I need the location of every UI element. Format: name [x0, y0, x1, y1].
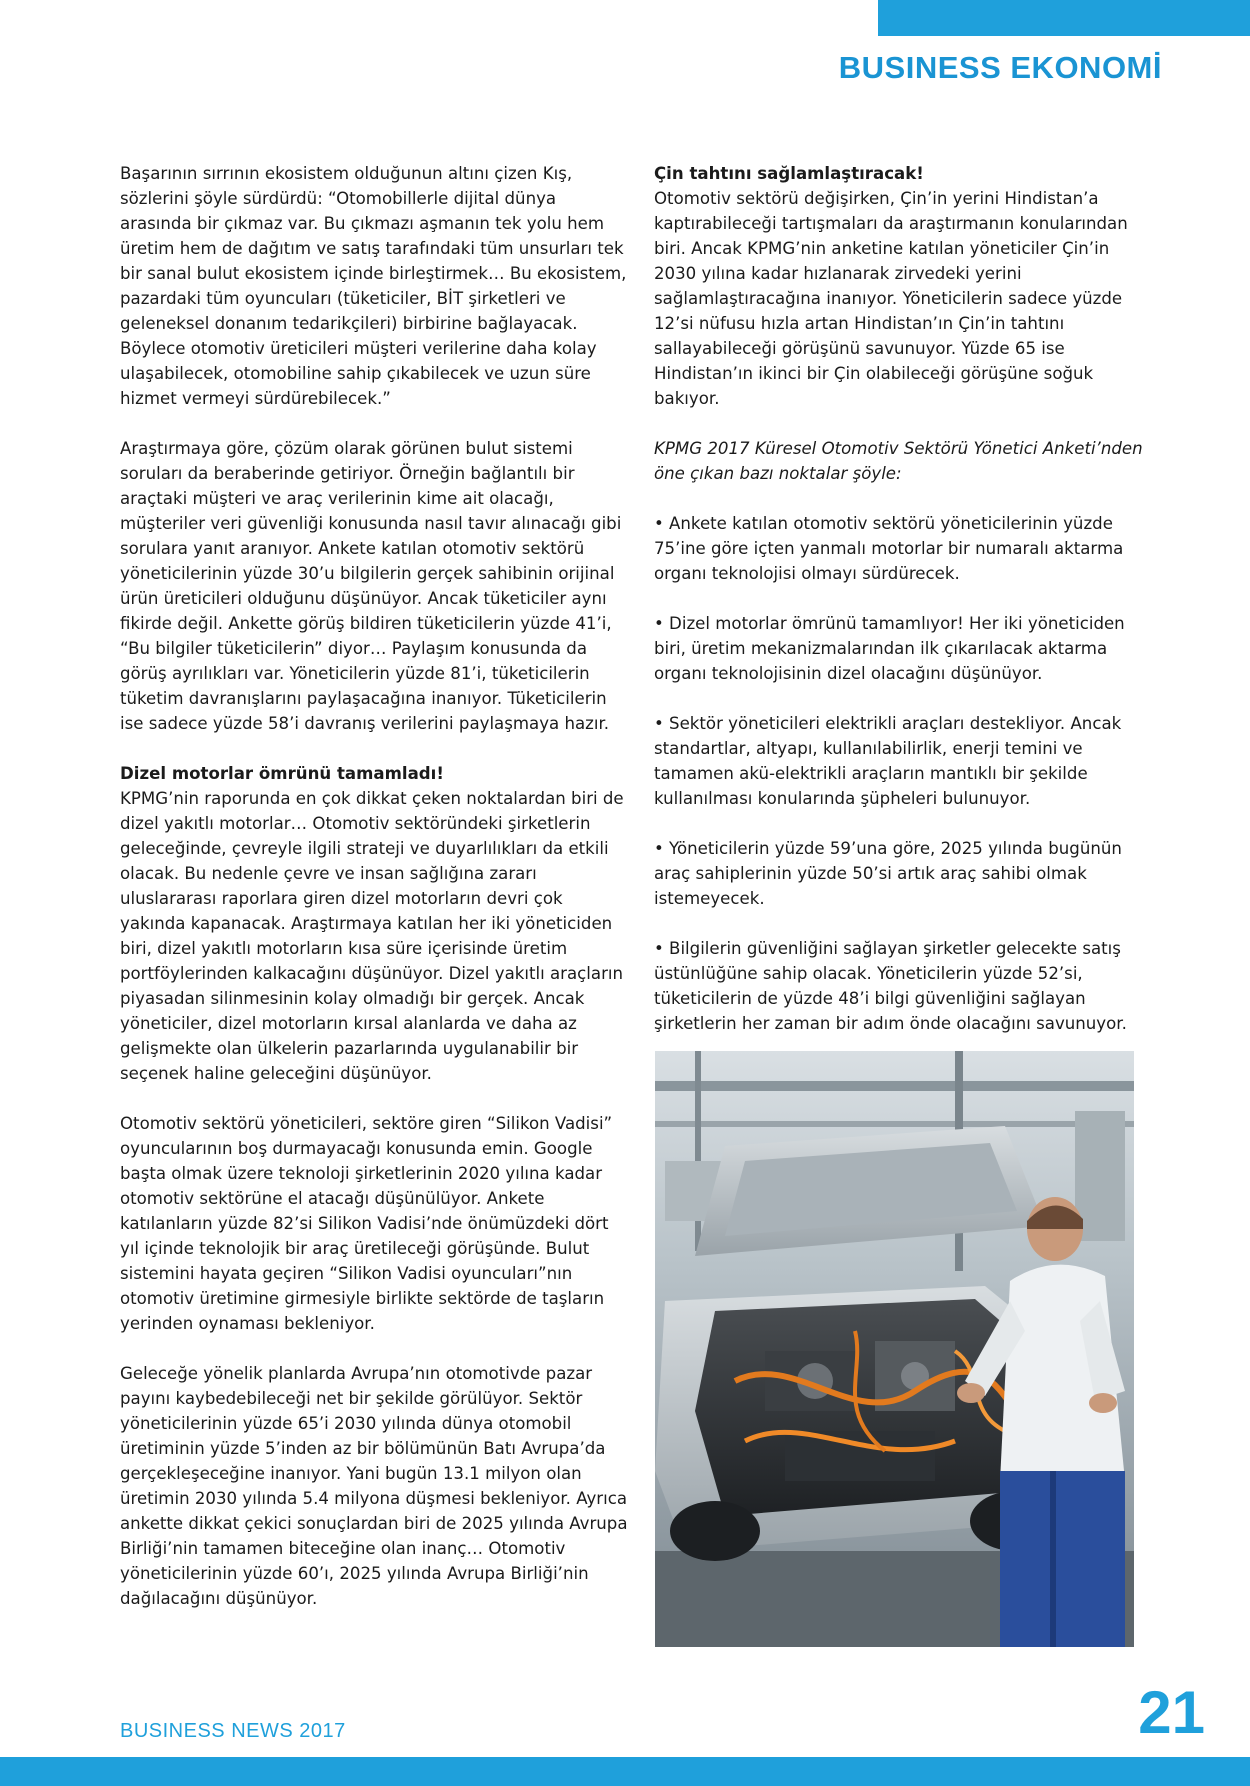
subheading: Çin tahtını sağlamlaştıracak!	[654, 164, 924, 183]
bullet-item: • Ankete katılan otomotiv sektörü yöneticilerinin yüzde 75’ine göre içten yanmalı motorlar bir numaralı aktarma organı teknolojisi olmayı sürdürecek.	[654, 514, 1124, 583]
paragraph: Araştırmaya göre, çözüm olarak görünen bulut sistemi soruları da beraberinde getiriyor. Örneğin bağlantılı bir araçtaki müşteri ve araç verilerinin kime ait olacağı, müşteriler veri güvenliği konusunda nasıl tavır alınacağı gibi sorulara yanıt aranıyor. Ankete katılan otomotiv sektörü yöneticilerinin yüzde 30’u bilgilerin gerçek sahibinin orijinal ürün üreticileri olduğunu düşünüyor. Ancak tüketiciler aynı fikirde değil. Ankette görüş bildiren tüketicilerin yüzde 41’i, “Bu bilgiler tüketicilerin” diyor… Paylaşım konusunda da görüş ayrılıkları var. Yöneticilerin yüzde 81’i, tüketicilerin tüketim davranışlarını paylaşacağına inanıyor. Tüketicilerin ise sadece yüzde 58’i davranış verilerini paylaşmaya hazır.	[120, 439, 622, 733]
paragraph: Başarının sırrının ekosistem olduğunun altını çizen Kış, sözlerini şöyle sürdürdü: “Otomobillerle dijital dünya arasında bir çıkmaz var. Bu çıkmazı aşmanın tek yolu hem üretim hem de dağıtım ve satış tarafındaki tüm unsurları tek bir sanal bulut ekosistem içinde birleştirmek… Bu ekosistem, pazardaki tüm oyuncuları (tüketiciler, BİT şirketleri ve geleneksel donanım tedarikçileri) birbirine bağlayacak. Böylece otomotiv üreticileri müşteri verilerine daha kolay ulaşabilecek, otomobiline sahip çıkabilecek ve uzun süre hizmet vermeyi sürdürebilecek.”	[120, 164, 627, 408]
paragraph: Geleceğe yönelik planlarda Avrupa’nın otomotivde pazar payını kaybedebileceği net bir şekilde görülüyor. Sektör yöneticilerinin yüzde 65’i 2030 yılında dünya otomobil üretiminin yüzde 5’inden az bir bölümünün Batı Avrupa’da gerçekleşeceğine inanıyor. Yani bugün 13.1 milyon olan üretimin 2030 yılında 5.4 milyona düşmesi bekleniyor. Ayrıca ankette dikkat çekici sonuçlardan biri de 2025 yılında Avrupa Birliği’nin tamamen biteceğine olan inanç… Otomotiv yöneticilerinin yüzde 60’ı, 2025 yılında Avrupa Birliği’nin dağılacağını düşünüyor.	[120, 1364, 628, 1608]
survey-intro: KPMG 2017 Küresel Otomotiv Sektörü Yönetici Anketi’nden öne çıkan bazı noktalar şöyle:	[654, 439, 1143, 483]
bullet-item: • Bilgilerin güvenliğini sağlayan şirketler gelecekte satış üstünlüğüne sahip olacak. Yöneticilerin yüzde 52’si, tüketicilerin de yüzde 48’i bilgi güvenliğini sağlayan şirketlerin her zaman bir adım önde olacağını savunuyor.	[654, 939, 1127, 1033]
subheading: Dizel motorlar ömrünü tamamladı!	[120, 764, 444, 783]
bullet-item: • Yöneticilerin yüzde 59’una göre, 2025 yılında bugünün araç sahiplerinin yüzde 50’si artık araç sahibi olmak istemeyecek.	[654, 839, 1122, 908]
bullet-item: • Sektör yöneticileri elektrikli araçları destekliyor. Ancak standartlar, altyapı, kullanılabilirlik, enerji temini ve tamamen akü-elektrikli araçların mantıklı bir şekilde kullanılması konularında şüpheleri bulunuyor.	[654, 714, 1122, 808]
left-column	[120, 161, 630, 1636]
bullet-item: • Dizel motorlar ömrünü tamamlıyor! Her iki yöneticiden biri, üretim mekanizmalarından ilk çıkarılacak aktarma organı teknolojisinin dizel olacağını düşünüyor.	[654, 614, 1125, 683]
header-accent-bar	[878, 0, 1250, 36]
paragraph: Otomotiv sektörü değişirken, Çin’in yerini Hindistan’a kaptırabileceği tartışmaları da araştırmanın konularından biri. Ancak KPMG’nin anketine katılan yöneticiler Çin’in 2030 yılına kadar hızlanarak zirvedeki yerini sağlamlaştıracağına inanıyor. Yöneticilerin sadece yüzde 12’si nüfusu hızla artan Hindistan’ın Çin’in tahtını sallayabileceği görüşünü savunuyor. Yüzde 65 ise Hindistan’ın ikinci bir Çin olabileceği görüşüne soğuk bakıyor.	[654, 189, 1128, 408]
right-column	[654, 161, 1146, 1061]
publication-label: BUSINESS NEWS 2017	[120, 1720, 346, 1742]
factory-photo	[655, 1051, 1134, 1647]
section-title: BUSINESS EKONOMİ	[838, 50, 1162, 85]
page-number: 21	[1138, 1679, 1205, 1746]
paragraph: KPMG’nin raporunda en çok dikkat çeken noktalardan biri de dizel yakıtlı motorlar… Otomotiv sektöründeki şirketlerin geleceğinde, çevreyle ilgili strateji ve duyarlılıkları da etkili olacak. Bu nedenle çevre ve insan sağlığına zararı uluslararası raporlara giren dizel motorların devri çok yakında kapanacak. Araştırmaya katılan her iki yöneticiden biri, dizel yakıtlı motorların kısa süre içerisinde üretim portföylerinden kalkacağını düşünüyor. Dizel yakıtlı araçların piyasadan silinmesinin kolay olmadığı bir gerçek. Ancak yöneticiler, dizel motorların kırsal alanlarda ve daha az gelişmekte olan ülkelerin pazarlarında uygulanabilir bir seçenek haline geleceğini düşünüyor.	[120, 789, 624, 1083]
paragraph: Otomotiv sektörü yöneticileri, sektöre giren “Silikon Vadisi” oyuncularının boş durmayacağı konusunda emin. Google başta olmak üzere teknoloji şirketlerinin 2020 yılına kadar otomotiv sektörüne el atacağı düşünülüyor. Ankete katılanların yüzde 82’si Silikon Vadisi’nde önümüzdeki dört yıl içinde teknolojik bir araç üretileceği görüşünde. Bulut sistemini hayata geçiren “Silikon Vadisi oyuncuları”nın otomotiv üretimine girmesiyle birlikte sektörde de taşların yerinden oynaması bekleniyor.	[120, 1114, 613, 1333]
footer-accent-bar	[0, 1757, 1250, 1786]
